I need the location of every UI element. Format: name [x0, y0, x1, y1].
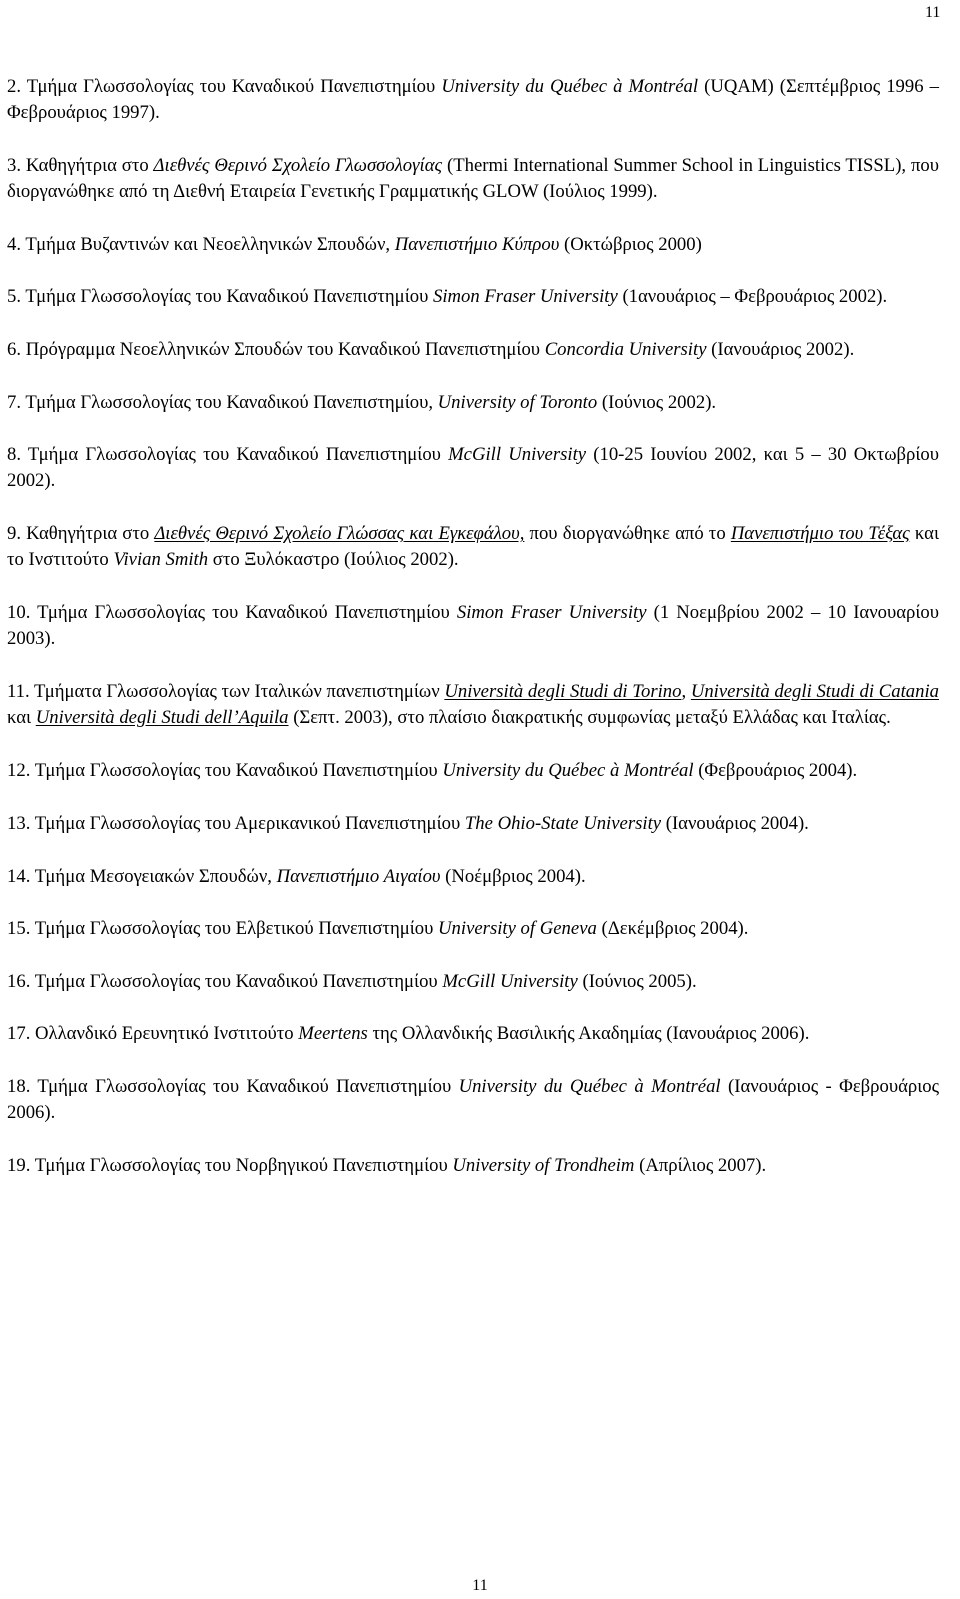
entry-text: (Thermi International Summer School in Linguistics TISSL), που διοργανώθηκε από τη Διεθνή Εταιρεία Γενετικής Γραμματικής GLOW (Ιούλιος 1999).	[7, 155, 939, 202]
entry-text: 2. Τμήμα Γλωσσολογίας του Καναδικού Πανεπιστημίου	[7, 76, 442, 97]
entry-text: 7. Τμήμα Γλωσσολογίας του Καναδικού Πανεπιστημίου,	[7, 392, 438, 413]
institution-name: Πανεπιστήμιο Αιγαίου	[276, 866, 441, 887]
entry-text: (Σεπτ. 2003), στο πλαίσιο διακρατικής συμφωνίας μεταξύ Ελλάδας και Ιταλίας.	[288, 707, 891, 728]
entry-text: 10. Τμήμα Γλωσσολογίας του Καναδικού Πανεπιστημίου	[7, 602, 457, 623]
institution-name: Università degli Studi di Catania	[690, 681, 939, 702]
entry-text: 8. Τμήμα Γλωσσολογίας του Καναδικού Πανεπιστημίου	[7, 444, 449, 465]
list-item	[7, 153, 939, 205]
institution-name: Simon Fraser University	[456, 602, 647, 623]
institution-name: University du Québec à Montréal	[441, 76, 699, 97]
entry-text: (Ιούνιος 2005).	[577, 971, 697, 992]
institution-name: Simon Fraser University	[433, 286, 618, 307]
entry-text: (1ανουάριος – Φεβρουάριος 2002).	[617, 286, 888, 307]
entry-text: (Φεβρουάριος 2004).	[693, 760, 858, 781]
list-item	[7, 442, 939, 494]
entry-text: 17. Ολλανδικό Ερευνητικό Ινστιτούτο	[7, 1023, 299, 1044]
list-item	[7, 758, 939, 784]
institution-name: The Ohio-State University	[464, 813, 662, 834]
list-item	[7, 916, 939, 942]
entry-text: ,	[681, 681, 691, 702]
list-item	[7, 390, 939, 416]
entry-text: (Νοέμβριος 2004).	[440, 866, 586, 887]
entry-text: 6. Πρόγραμμα Νεοελληνικών Σπουδών του Καναδικού Πανεπιστημίου	[7, 339, 545, 360]
institution-name: McGill University	[442, 971, 578, 992]
entry-text: 13. Τμήμα Γλωσσολογίας του Αμερικανικού Πανεπιστημίου	[7, 813, 465, 834]
entry-text: που διοργανώθηκε από το	[524, 523, 731, 544]
page-number-bottom: 11	[472, 1577, 488, 1594]
entry-text: 3. Καθηγήτρια στο	[7, 155, 154, 176]
entry-text: 19. Τμήμα Γλωσσολογίας του Νορβηγικού Πανεπιστημίου	[7, 1155, 453, 1176]
list-item	[7, 74, 939, 126]
list-item	[7, 811, 939, 837]
list-item	[7, 679, 939, 731]
list-item	[7, 1074, 939, 1126]
page-number-top: 11	[925, 4, 941, 21]
institution-name: Vivian Smith	[113, 549, 209, 570]
entry-text: 15. Τμήμα Γλωσσολογίας του Ελβετικού Πανεπιστημίου	[7, 918, 439, 939]
entry-text: (Ιανουάριος 2002).	[706, 339, 855, 360]
entry-text: (UQAM) (Σεπτέμβριος 1996 – Φεβρουάριος 1997).	[7, 76, 939, 123]
list-item	[7, 1021, 939, 1047]
institution-name: Meertens	[298, 1023, 368, 1044]
institution-name: McGill University	[448, 444, 587, 465]
list-item	[7, 232, 939, 258]
institution-name: Concordia University	[544, 339, 707, 360]
list-item	[7, 1153, 939, 1179]
list-item	[7, 284, 939, 310]
institution-name: University du Québec à Montréal	[442, 760, 694, 781]
list-item	[7, 337, 939, 363]
entry-text: (Ιανουάριος 2004).	[661, 813, 809, 834]
institution-name: University du Québec à Montréal	[458, 1076, 721, 1097]
institution-name: Università degli Studi dell’Aquila	[35, 707, 289, 728]
list-item	[7, 969, 939, 995]
entry-text: 11. Τμήματα Γλωσσολογίας των Ιταλικών πανεπιστημίων	[7, 681, 445, 702]
list-item	[7, 864, 939, 890]
entry-text: (Δεκέμβριος 2004).	[596, 918, 749, 939]
entry-text: (1 Νοεμβρίου 2002 – 10 Ιανουαρίου 2003).	[7, 602, 939, 649]
list-item	[7, 600, 939, 652]
entry-text: στο Ξυλόκαστρο (Ιούλιος 2002).	[208, 549, 459, 570]
entry-text: 14. Τμήμα Μεσογειακών Σπουδών,	[7, 866, 277, 887]
institution-name: Διεθνές Θερινό Σχολείο Γλώσσας και Εγκεφάλου,	[154, 523, 525, 544]
entry-text: (Απρίλιος 2007).	[634, 1155, 767, 1176]
entry-text: (Ιανουάριος - Φεβρουάριος 2006).	[7, 1076, 939, 1123]
entry-text: 16. Τμήμα Γλωσσολογίας του Καναδικού Πανεπιστημίου	[7, 971, 443, 992]
institution-name: University of Toronto	[437, 392, 598, 413]
entry-text: 5. Τμήμα Γλωσσολογίας του Καναδικού Πανεπιστημίου	[7, 286, 433, 307]
institution-name: University of Trondheim	[452, 1155, 635, 1176]
entry-text: 9. Καθηγήτρια στο	[7, 523, 155, 544]
institution-name: Πανεπιστήμιο του Τέξας	[730, 523, 910, 544]
entry-text: (Ιούνιος 2002).	[597, 392, 717, 413]
entry-text: 12. Τμήμα Γλωσσολογίας του Καναδικού Πανεπιστημίου	[7, 760, 443, 781]
institution-name: Πανεπιστήμιο Κύπρου	[394, 234, 560, 255]
entry-text: (10-25 Ιουνίου 2002, και 5 – 30 Οκτωβρίου 2002).	[7, 444, 939, 491]
entry-text: της Ολλανδικής Βασιλικής Ακαδημίας (Ιανουάριος 2006).	[367, 1023, 810, 1044]
entry-text: και το Ινστιτούτο	[7, 523, 939, 570]
institution-name: University of Geneva	[438, 918, 597, 939]
entry-list	[7, 74, 939, 1206]
entry-text: (Οκτώβριος 2000)	[559, 234, 702, 255]
list-item	[7, 521, 939, 573]
entry-text: 4. Τμήμα Βυζαντινών και Νεοελληνικών Σπουδών,	[7, 234, 395, 255]
entry-text: και	[7, 707, 36, 728]
entry-text: 18. Τμήμα Γλωσσολογίας του Καναδικού Πανεπιστημίου	[7, 1076, 459, 1097]
institution-name: Università degli Studi di Torino	[444, 681, 682, 702]
institution-name: Διεθνές Θερινό Σχολείο Γλωσσολογίας	[153, 155, 443, 176]
